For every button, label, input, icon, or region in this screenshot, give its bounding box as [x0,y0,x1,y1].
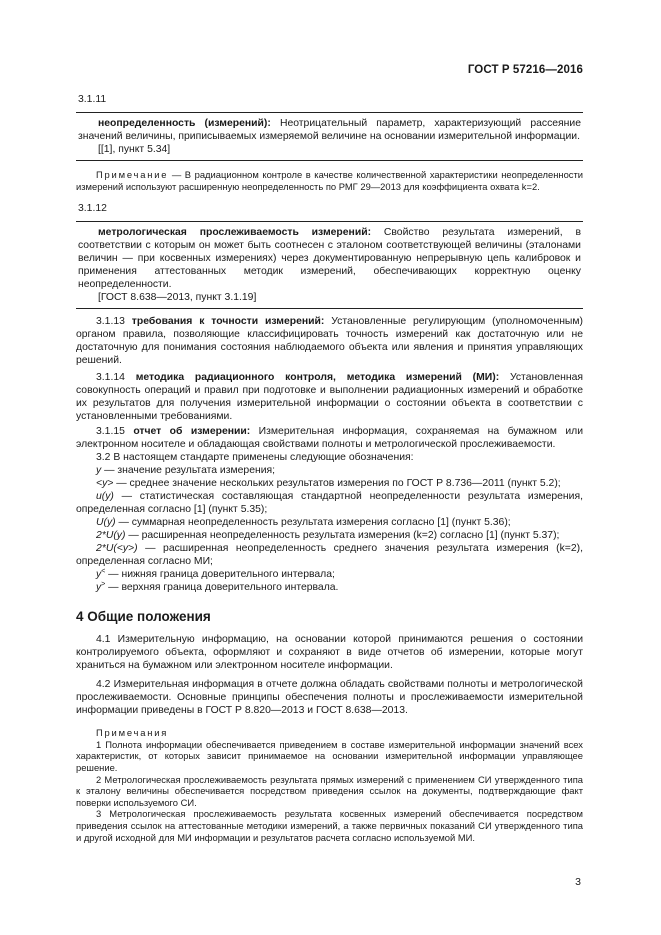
term-text: Измерительная информация, сохраняемая на бумажном или электронном носителе и обладающая свойствами полноты и метрологической прослеживаемости. [76,426,584,451]
section-heading-4: 4 Общие положения [76,609,211,625]
symbol-item: 2*U(<y>) — расширенная неопределенность среднего значения результата измерения (k=2), определенная согласно МИ; [76,543,583,568]
term-name: методика радиационного контроля, методика измерений (МИ): [135,372,500,384]
term-name: метрологическая прослеживаемость измерений: [98,227,372,239]
page-content [76,88,583,843]
symbol-item: U(y) — суммарная неопределенность результата измерения согласно [1] (пункт 5.36); [96,517,511,529]
term-text: Неотрицательный параметр, характеризующий рассеяние значений величины, приписываемых измеряемой величине на основании измерительной информации. [78,118,581,142]
symbol-item: 2*U(y) — расширенная неопределенность результата измерения (k=2) согласно [1] (пункт 5.37); [96,530,560,542]
term-source: [[1], пункт 5.34] [98,144,171,155]
term-name: неопределенность (измерений): [98,118,271,129]
clause-4-1: 4.1 Измерительную информацию, на основании которой принимаются решения о состоянии контролируемого объекта, оформляют и сохраняют в виде отчетов об измерении, которые могут храниться на бумажном или электронном носителе информации. [76,634,583,672]
term-box-traceability [76,221,583,309]
note-item: 3 Метрологическая прослеживаемость результата косвенных измерений обеспечивается посредством приведения ссылок на аттестованные методики измерений, а также первичных показаний СИ утвержденного типа и другой исходной для МИ информации и результатов расчета согласно используемой МИ. [76,808,583,843]
clause-3-1-15 [76,425,583,451]
symbol-item: y< — нижняя граница доверительного интервала; [96,568,335,581]
clause-3-1-14 [76,371,583,423]
symbol-item: y — значение результата измерения; [96,465,276,477]
term-text: Свойство результата измерений, в соответствии с которым он может быть соотнесен с эталоном соответствующей величины (эталонами величин — при косвенных измерениях) через документированную непрерывную цепь калибровок и применения аттестованных методик измерений, обеспечивающих корректную оценку неопределенности. [78,227,582,291]
term-definition-traceability [78,226,581,291]
note-uncertainty [76,169,583,192]
note-item: 1 Полнота информации обеспечивается приведением в составе измерительной информации значений всех характеристик, от которых зависит принимаемое на основании измерительной информации управляющее решение. [76,738,583,773]
note-text: — В радиационном контроле в качестве количественной характеристики неопределенности измерений используют расширенную неопределенность по РМГ 29—2013 для коэффициента охвата k=2. [76,169,583,192]
notes-block [76,727,583,843]
clause-number-3-1-11: 3.1.11 [78,94,107,105]
clause-number: 3.1.15 [96,426,125,438]
term-text: Установленные регулирующим (уполномоченным) органом правила, позволяющие классифицировать точность измерений как достаточную или не достаточную для понимания состояния наблюдаемого объекта или явления и принятия управляющих решений. [76,316,583,367]
symbol-item: y> — верхняя граница доверительного интервала. [96,581,339,594]
symbol-item: <y> — среднее значение нескольких результатов измерения по ГОСТ Р 8.736—2011 (пункт 5.2); [96,478,561,490]
term-source: [ГОСТ 8.638—2013, пункт 3.1.19] [98,292,257,304]
symbol-item: u(y) — статистическая составляющая стандартной неопределенности результата измерения, определенная согласно [1] (пункт 5.35); [76,491,583,516]
page-number: 3 [575,876,581,888]
term-name: требования к точности измерений: [131,316,325,328]
term-text: Установленная совокупность операций и правил при подготовке и выполнении радиационных измерений и обработке их результатов для получения измерительной информации о состоянии объекта в соответствии с установленными требованиями. [76,372,583,423]
clause-number: 3.1.14 [96,372,125,384]
clause-3-2-intro: 3.2 В настоящем стандарте применены следующие обозначения: [96,452,414,464]
notes-title: Примечания [96,727,169,739]
clause-number: 3.1.13 [96,316,125,328]
clause-4-2: 4.2 Измерительная информация в отчете должна обладать свойствами полноты и метрологической прослеживаемости. Основные принципы обеспечения полноты и прослеживаемости измерительной информации приведены в ГОСТ Р 8.820—2013 и ГОСТ 8.638—2013. [76,679,583,717]
clause-3-1-13 [76,315,583,367]
term-box-uncertainty [76,112,583,161]
note-label: Примечание [96,169,169,180]
document-id-header: ГОСТ Р 57216—2016 [467,64,583,76]
term-definition-uncertainty [78,117,581,143]
note-item: 2 Метрологическая прослеживаемость результата прямых измерений с применением СИ утвержденного типа к эталону величины обеспечивается посредством приведения ссылок на документы, подтверждающие факт поверки используемого СИ. [76,773,583,808]
term-name: отчет об измерении: [133,426,251,438]
clause-number-3-1-12: 3.1.12 [78,203,107,215]
